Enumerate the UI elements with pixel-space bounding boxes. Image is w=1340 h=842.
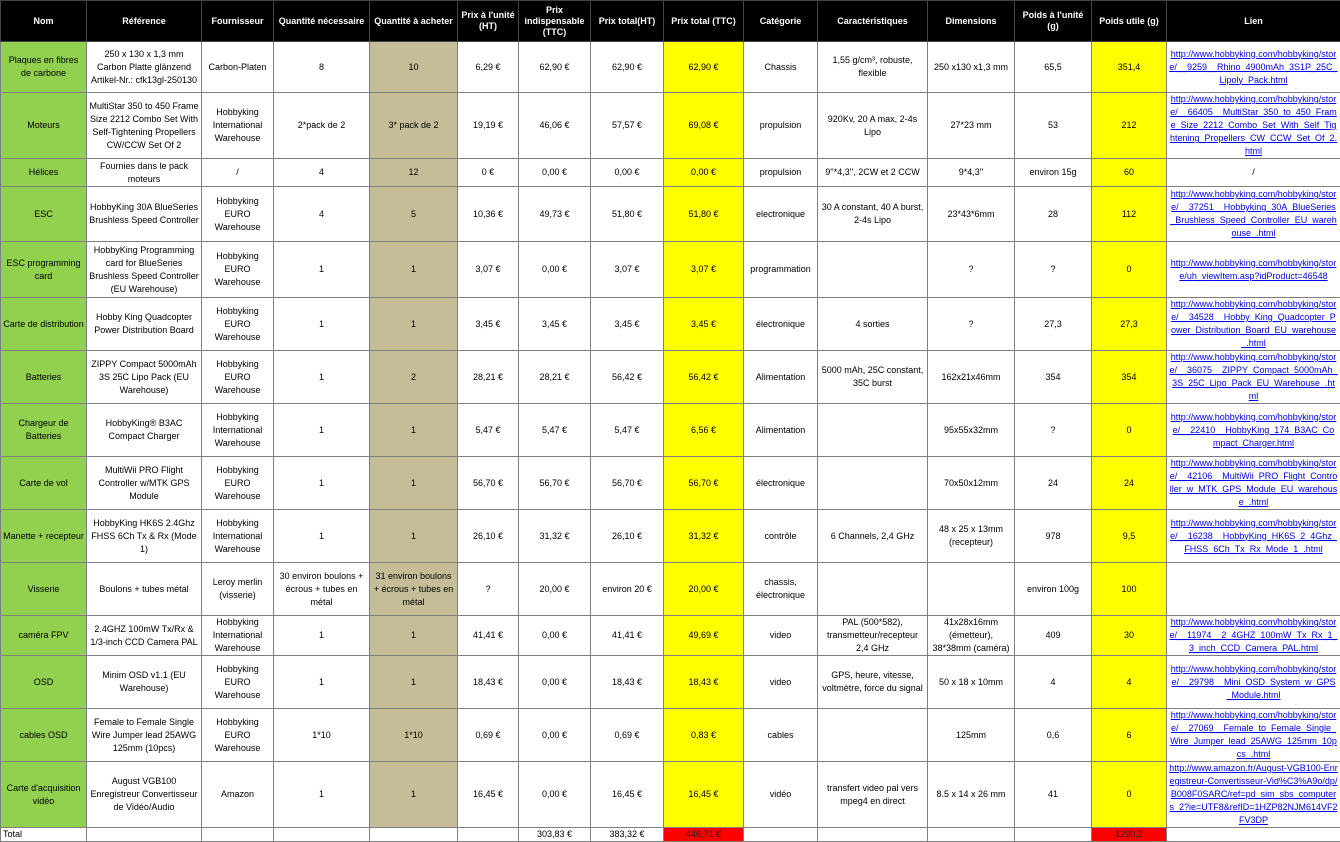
cell-prix-indispensable-ttc: 31,32 €: [519, 510, 591, 563]
cell-dimensions: 95x55x32mm: [928, 404, 1015, 457]
total-cell-reference: [87, 828, 202, 842]
cell-dimensions: 27*23 mm: [928, 93, 1015, 159]
cell-poids-unite: environ 100g: [1015, 563, 1092, 616]
column-header-fournisseur: Fournisseur: [202, 1, 274, 42]
cell-caracteristiques: 30 A constant, 40 A burst, 2-4s Lipo: [818, 187, 928, 242]
cell-reference: ZIPPY Compact 5000mAh 3S 25C Lipo Pack (EU Warehouse): [87, 351, 202, 404]
cell-nom: Carte d'acquisition vidéo: [1, 762, 87, 828]
cell-fournisseur: Hobbyking EURO Warehouse: [202, 457, 274, 510]
cell-poids-utile: 27,3: [1092, 298, 1167, 351]
cell-fournisseur: Hobbyking International Warehouse: [202, 510, 274, 563]
total-cell-prix-unite-ht: [458, 828, 519, 842]
cell-poids-utile: 0: [1092, 762, 1167, 828]
cell-poids-unite: 27,3: [1015, 298, 1092, 351]
product-link[interactable]: http://www.hobbyking.com/hobbyking/store/__16238__HobbyKing_HK6S_2_4Ghz_FHSS_6Ch_Tx_Rx_Mode_1_.html: [1170, 518, 1337, 554]
cell-poids-unite: ?: [1015, 404, 1092, 457]
cell-prix-total-ht: 56,70 €: [591, 457, 664, 510]
cell-prix-total-ttc: 31,32 €: [664, 510, 744, 563]
cell-poids-unite: ?: [1015, 242, 1092, 298]
cell-lien: [1167, 616, 1340, 656]
column-header-categorie: Catégorie: [744, 1, 818, 42]
cell-poids-utile: 30: [1092, 616, 1167, 656]
cell-nom: caméra FPV: [1, 616, 87, 656]
table-row: [1, 457, 1340, 510]
cell-prix-indispensable-ttc: 56,70 €: [519, 457, 591, 510]
cell-prix-unite-ht: 3,07 €: [458, 242, 519, 298]
cell-lien: [1167, 42, 1340, 93]
cell-nom: Chargeur de Batteries: [1, 404, 87, 457]
cell-quantite-a-acheter: 1: [370, 510, 458, 563]
cell-categorie: électronique: [744, 298, 818, 351]
cell-poids-unite: 24: [1015, 457, 1092, 510]
cell-reference: Female to Female Single Wire Jumper lead 25AWG 125mm (10pcs): [87, 709, 202, 762]
cell-fournisseur: Leroy merlin (visserie): [202, 563, 274, 616]
cell-reference: HobbyKing HK6S 2.4Ghz FHSS 6Ch Tx & Rx (Mode 1): [87, 510, 202, 563]
cell-quantite-necessaire: 1: [274, 242, 370, 298]
cell-lien: [1167, 457, 1340, 510]
cell-fournisseur: /: [202, 159, 274, 187]
cell-prix-total-ht: 18,43 €: [591, 656, 664, 709]
cell-quantite-necessaire: 4: [274, 159, 370, 187]
cell-reference: Hobby King Quadcopter Power Distribution Board: [87, 298, 202, 351]
cell-reference: MultiStar 350 to 450 Frame Size 2212 Combo Set With Self-Tightening Propellers CW/CCW Set Of 2: [87, 93, 202, 159]
column-header-poids-unite: Poids à l'unité (g): [1015, 1, 1092, 42]
cell-prix-total-ht: environ 20 €: [591, 563, 664, 616]
cell-prix-total-ttc: 3,45 €: [664, 298, 744, 351]
table-row: [1, 42, 1340, 93]
cell-poids-utile: 60: [1092, 159, 1167, 187]
cell-caracteristiques: [818, 457, 928, 510]
cell-nom: Moteurs: [1, 93, 87, 159]
cell-reference: Boulons + tubes métal: [87, 563, 202, 616]
cell-reference: MultiWii PRO Flight Controller w/MTK GPS Module: [87, 457, 202, 510]
cell-lien: [1167, 563, 1340, 616]
cell-reference: Minim OSD v1.1 (EU Warehouse): [87, 656, 202, 709]
cell-prix-total-ttc: 49,69 €: [664, 616, 744, 656]
column-header-reference: Référence: [87, 1, 202, 42]
cell-fournisseur: Hobbyking EURO Warehouse: [202, 656, 274, 709]
cell-fournisseur: Hobbyking International Warehouse: [202, 404, 274, 457]
cell-lien: [1167, 187, 1340, 242]
total-cell-prix-total-ttc: 446,71 €: [664, 828, 744, 842]
product-link[interactable]: http://www.hobbyking.com/hobbyking/store/__34528__Hobby_King_Quadcopter_Power_Distribution_Board_EU_warehouse_.html: [1171, 299, 1337, 348]
product-link[interactable]: http://www.hobbyking.com/hobbyking/store/__42106__MultiWii_PRO_Flight_Controller_w_MTK_GPS_Module_EU_warehouse_.html: [1170, 458, 1338, 507]
table-row: [1, 242, 1340, 298]
cell-nom: Carte de vol: [1, 457, 87, 510]
product-link[interactable]: http://www.amazon.fr/August-VGB100-Enregistreur-Convertisseur-Vid%C3%A9o/dp/B008F0SARC/ref=pd_sim_sbs_computers_2?ie=UTF8&refID=1HZP82NJM614VF2FV3DP: [1169, 763, 1338, 825]
cell-quantite-a-acheter: 1: [370, 762, 458, 828]
table-row: [1, 616, 1340, 656]
table-row: [1, 187, 1340, 242]
product-link[interactable]: http://www.hobbyking.com/hobbyking/store/__11974__2_4GHZ_100mW_Tx_Rx_1_3_inch_CCD_Camera_PAL.html: [1170, 617, 1338, 653]
cell-poids-utile: 0: [1092, 242, 1167, 298]
cell-prix-indispensable-ttc: 62,90 €: [519, 42, 591, 93]
cell-poids-unite: 53: [1015, 93, 1092, 159]
table-row: [1, 93, 1340, 159]
cell-nom: Manette + recepteur: [1, 510, 87, 563]
cell-prix-indispensable-ttc: 0,00 €: [519, 159, 591, 187]
cell-prix-indispensable-ttc: 49,73 €: [519, 187, 591, 242]
cell-dimensions: 8.5 x 14 x 26 mm: [928, 762, 1015, 828]
cell-categorie: propulsion: [744, 93, 818, 159]
table-row: [1, 563, 1340, 616]
cell-prix-unite-ht: 0 €: [458, 159, 519, 187]
cell-reference: HobbyKing® B3AC Compact Charger: [87, 404, 202, 457]
cell-quantite-necessaire: 2*pack de 2: [274, 93, 370, 159]
total-cell-poids-unite: [1015, 828, 1092, 842]
cell-categorie: Chassis: [744, 42, 818, 93]
cell-quantite-a-acheter: 1: [370, 457, 458, 510]
cell-caracteristiques: 5000 mAh, 25C constant, 35C burst: [818, 351, 928, 404]
header-row: [1, 1, 1340, 42]
cell-categorie: video: [744, 616, 818, 656]
table-row: [1, 298, 1340, 351]
cell-quantite-necessaire: 1: [274, 510, 370, 563]
cell-prix-total-ht: 62,90 €: [591, 42, 664, 93]
column-header-lien: Lien: [1167, 1, 1340, 42]
cell-quantite-necessaire: 1: [274, 404, 370, 457]
product-link[interactable]: http://www.hobbyking.com/hobbyking/store/__29798__Mini_OSD_System_w_GPS_Module.html: [1171, 664, 1337, 700]
cell-prix-total-ttc: 0,00 €: [664, 159, 744, 187]
cell-quantite-necessaire: 1*10: [274, 709, 370, 762]
cell-prix-indispensable-ttc: 0,00 €: [519, 762, 591, 828]
cell-fournisseur: Hobbyking International Warehouse: [202, 616, 274, 656]
cell-caracteristiques: 920Kv, 20 A max, 2-4s Lipo: [818, 93, 928, 159]
cell-dimensions: 70x50x12mm: [928, 457, 1015, 510]
cell-quantite-a-acheter: 1: [370, 242, 458, 298]
cell-categorie: électronique: [744, 457, 818, 510]
cell-prix-total-ttc: 56,42 €: [664, 351, 744, 404]
table-row: [1, 709, 1340, 762]
cell-nom: Carte de distribution: [1, 298, 87, 351]
column-header-quantite-necessaire: Quantité nécessaire: [274, 1, 370, 42]
cell-prix-total-ht: 56,42 €: [591, 351, 664, 404]
cell-prix-total-ttc: 62,90 €: [664, 42, 744, 93]
cell-quantite-a-acheter: 1: [370, 404, 458, 457]
cell-lien: [1167, 93, 1340, 159]
cell-lien: [1167, 656, 1340, 709]
cell-quantite-necessaire: 1: [274, 762, 370, 828]
cell-quantite-a-acheter: 10: [370, 42, 458, 93]
column-header-dimensions: Dimensions: [928, 1, 1015, 42]
cell-prix-unite-ht: 19,19 €: [458, 93, 519, 159]
cell-lien: [1167, 404, 1340, 457]
cell-prix-unite-ht: 10,36 €: [458, 187, 519, 242]
cell-categorie: video: [744, 656, 818, 709]
cell-prix-unite-ht: 41,41 €: [458, 616, 519, 656]
cell-reference: HobbyKing 30A BlueSeries Brushless Speed Controller: [87, 187, 202, 242]
cell-poids-utile: 100: [1092, 563, 1167, 616]
column-header-poids-utile: Poids utile (g): [1092, 1, 1167, 42]
cell-nom: OSD: [1, 656, 87, 709]
cell-prix-total-ttc: 69,08 €: [664, 93, 744, 159]
cell-poids-unite: 4: [1015, 656, 1092, 709]
cell-poids-unite: 65,5: [1015, 42, 1092, 93]
cell-dimensions: 162x21x46mm: [928, 351, 1015, 404]
table-body: [1, 42, 1340, 842]
cell-dimensions: ?: [928, 242, 1015, 298]
cell-poids-unite: 354: [1015, 351, 1092, 404]
column-header-prix-indispensable-ttc: Prix indispensable (TTC): [519, 1, 591, 42]
cell-dimensions: 50 x 18 x 10mm: [928, 656, 1015, 709]
cell-prix-total-ttc: 51,80 €: [664, 187, 744, 242]
cell-fournisseur: Carbon-Platen: [202, 42, 274, 93]
total-cell-fournisseur: [202, 828, 274, 842]
cell-fournisseur: Hobbyking EURO Warehouse: [202, 298, 274, 351]
total-cell-caracteristiques: [818, 828, 928, 842]
cell-caracteristiques: [818, 709, 928, 762]
cell-lien: [1167, 709, 1340, 762]
cell-prix-total-ttc: 56,70 €: [664, 457, 744, 510]
cell-dimensions: 125mm: [928, 709, 1015, 762]
cell-prix-total-ttc: 3,07 €: [664, 242, 744, 298]
cell-quantite-a-acheter: 1: [370, 298, 458, 351]
cell-quantite-necessaire: 4: [274, 187, 370, 242]
cell-quantite-a-acheter: 1: [370, 616, 458, 656]
cell-caracteristiques: transfert video pal vers mpeg4 en direct: [818, 762, 928, 828]
cell-prix-total-ht: 51,80 €: [591, 187, 664, 242]
total-cell-categorie: [744, 828, 818, 842]
total-cell-lien: [1167, 828, 1340, 842]
cell-prix-total-ht: 16,45 €: [591, 762, 664, 828]
cell-quantite-a-acheter: 3* pack de 2: [370, 93, 458, 159]
cell-dimensions: 41x28x16mm (émetteur), 38*38mm (caméra): [928, 616, 1015, 656]
cell-poids-utile: 351,4: [1092, 42, 1167, 93]
cell-dimensions: 250 x130 x1,3 mm: [928, 42, 1015, 93]
cell-categorie: vidéo: [744, 762, 818, 828]
cell-poids-unite: 28: [1015, 187, 1092, 242]
cell-quantite-necessaire: 8: [274, 42, 370, 93]
table-row: [1, 510, 1340, 563]
cell-prix-unite-ht: 18,43 €: [458, 656, 519, 709]
cell-lien: [1167, 298, 1340, 351]
cell-categorie: chassis, électronique: [744, 563, 818, 616]
cell-prix-indispensable-ttc: 3,45 €: [519, 298, 591, 351]
cell-prix-total-ttc: 20,00 €: [664, 563, 744, 616]
cell-caracteristiques: 6 Channels, 2,4 GHz: [818, 510, 928, 563]
cell-prix-indispensable-ttc: 0,00 €: [519, 242, 591, 298]
cell-prix-unite-ht: 0,69 €: [458, 709, 519, 762]
product-link[interactable]: http://www.hobbyking.com/hobbyking/store/__22410__HobbyKing_174_B3AC_Compact_Charger.html: [1171, 412, 1337, 448]
cell-fournisseur: Hobbyking EURO Warehouse: [202, 709, 274, 762]
cell-caracteristiques: GPS, heure, vitesse, voltmètre, force du signal: [818, 656, 928, 709]
table-row: [1, 351, 1340, 404]
cell-prix-unite-ht: 6,29 €: [458, 42, 519, 93]
cell-categorie: programmation: [744, 242, 818, 298]
cell-prix-total-ht: 41,41 €: [591, 616, 664, 656]
cell-prix-indispensable-ttc: 20,00 €: [519, 563, 591, 616]
cell-poids-utile: 354: [1092, 351, 1167, 404]
cell-quantite-a-acheter: 31 environ boulons + écrous + tubes en métal: [370, 563, 458, 616]
product-link[interactable]: http://www.hobbyking.com/hobbyking/store/__37251__Hobbyking_30A_BlueSeries_Brushless_Speed_Controller_EU_warehouse_.html: [1170, 189, 1337, 238]
cell-categorie: propulsion: [744, 159, 818, 187]
cell-lien: /: [1167, 159, 1340, 187]
cell-reference: Fournies dans le pack moteurs: [87, 159, 202, 187]
cell-prix-total-ht: 57,57 €: [591, 93, 664, 159]
cell-poids-utile: 112: [1092, 187, 1167, 242]
cell-nom: Visserie: [1, 563, 87, 616]
cell-caracteristiques: PAL (500*582), transmetteur/recepteur 2,4 GHz: [818, 616, 928, 656]
cell-caracteristiques: 9''*4,3'', 2CW et 2 CCW: [818, 159, 928, 187]
cell-prix-indispensable-ttc: 28,21 €: [519, 351, 591, 404]
cell-prix-total-ttc: 16,45 €: [664, 762, 744, 828]
cell-nom: Batteries: [1, 351, 87, 404]
cell-poids-utile: 212: [1092, 93, 1167, 159]
cell-prix-total-ht: 5,47 €: [591, 404, 664, 457]
cell-nom: Plaques en fibres de carbone: [1, 42, 87, 93]
cell-categorie: cables: [744, 709, 818, 762]
product-link[interactable]: http://www.hobbyking.com/hobbyking/store/__66405__MultiStar_350_to_450_Frame_Size_2212_Combo_Set_With_Self_Tightening_Propellers_CW_CCW_Set_Of_2.html: [1170, 94, 1337, 156]
cell-prix-total-ht: 3,07 €: [591, 242, 664, 298]
cell-dimensions: ?: [928, 298, 1015, 351]
total-cell-dimensions: [928, 828, 1015, 842]
cell-prix-indispensable-ttc: 5,47 €: [519, 404, 591, 457]
column-header-prix-total-ttc: Prix total (TTC): [664, 1, 744, 42]
cell-quantite-a-acheter: 5: [370, 187, 458, 242]
cell-fournisseur: Hobbyking EURO Warehouse: [202, 351, 274, 404]
cell-quantite-necessaire: 1: [274, 616, 370, 656]
cell-quantite-a-acheter: 12: [370, 159, 458, 187]
cell-poids-unite: 409: [1015, 616, 1092, 656]
cell-quantite-necessaire: 1: [274, 351, 370, 404]
cell-categorie: Alimentation: [744, 351, 818, 404]
cell-prix-indispensable-ttc: 0,00 €: [519, 616, 591, 656]
cell-quantite-a-acheter: 2: [370, 351, 458, 404]
cell-categorie: electronique: [744, 187, 818, 242]
column-header-nom: Nom: [1, 1, 87, 42]
total-cell-quantite-a-acheter: [370, 828, 458, 842]
cell-fournisseur: Hobbyking EURO Warehouse: [202, 242, 274, 298]
cell-caracteristiques: [818, 242, 928, 298]
cell-prix-total-ht: 26,10 €: [591, 510, 664, 563]
cell-caracteristiques: 1,55 g/cm³, robuste, flexible: [818, 42, 928, 93]
cell-prix-unite-ht: 26,10 €: [458, 510, 519, 563]
cell-categorie: contrôle: [744, 510, 818, 563]
table-row: [1, 404, 1340, 457]
total-cell-poids-utile: 1290,2: [1092, 828, 1167, 842]
cell-fournisseur: Amazon: [202, 762, 274, 828]
cell-lien: [1167, 242, 1340, 298]
table-row: [1, 762, 1340, 828]
cell-nom: cables OSD: [1, 709, 87, 762]
table-row: [1, 159, 1340, 187]
cell-prix-unite-ht: 56,70 €: [458, 457, 519, 510]
cell-prix-total-ttc: 0,83 €: [664, 709, 744, 762]
total-cell-prix-total-ht: 383,32 €: [591, 828, 664, 842]
column-header-caracteristiques: Caractéristiques: [818, 1, 928, 42]
cell-prix-total-ht: 3,45 €: [591, 298, 664, 351]
product-link[interactable]: http://www.hobbyking.com/hobbyking/store/__27069__Female_to_Female_Single_Wire_Jumper_lead_25AWG_125mm_10pcs_.html: [1170, 710, 1337, 759]
cell-nom: Hélices: [1, 159, 87, 187]
cell-poids-unite: environ 15g: [1015, 159, 1092, 187]
cell-prix-unite-ht: 3,45 €: [458, 298, 519, 351]
cell-nom: ESC: [1, 187, 87, 242]
cell-poids-unite: 978: [1015, 510, 1092, 563]
cell-prix-unite-ht: ?: [458, 563, 519, 616]
cell-caracteristiques: [818, 404, 928, 457]
cell-prix-total-ttc: 18,43 €: [664, 656, 744, 709]
cell-caracteristiques: [818, 563, 928, 616]
cell-poids-utile: 6: [1092, 709, 1167, 762]
cell-quantite-necessaire: 1: [274, 298, 370, 351]
cell-fournisseur: Hobbyking International Warehouse: [202, 93, 274, 159]
cell-categorie: Alimentation: [744, 404, 818, 457]
cell-poids-unite: 41: [1015, 762, 1092, 828]
cell-prix-unite-ht: 5,47 €: [458, 404, 519, 457]
cell-quantite-a-acheter: 1: [370, 656, 458, 709]
cell-prix-unite-ht: 28,21 €: [458, 351, 519, 404]
total-row: [1, 828, 1340, 842]
cell-quantite-necessaire: 1: [274, 457, 370, 510]
cell-dimensions: 23*43*6mm: [928, 187, 1015, 242]
cell-poids-utile: 24: [1092, 457, 1167, 510]
cell-prix-indispensable-ttc: 0,00 €: [519, 656, 591, 709]
cell-dimensions: 9*4,3'': [928, 159, 1015, 187]
cell-reference: August VGB100 Enregistreur Convertisseur de Vidéo/Audio: [87, 762, 202, 828]
cell-reference: HobbyKing Programming card for BlueSeries Brushless Speed Controller (EU Warehouse): [87, 242, 202, 298]
cell-quantite-a-acheter: 1*10: [370, 709, 458, 762]
total-cell-nom: Total: [1, 828, 87, 842]
column-header-prix-unite-ht: Prix à l'unité (HT): [458, 1, 519, 42]
cell-lien: [1167, 762, 1340, 828]
cell-nom: ESC programming card: [1, 242, 87, 298]
cell-lien: [1167, 510, 1340, 563]
cell-poids-utile: 9,5: [1092, 510, 1167, 563]
total-cell-quantite-necessaire: [274, 828, 370, 842]
cell-prix-total-ht: 0,00 €: [591, 159, 664, 187]
column-header-prix-total-ht: Prix total(HT): [591, 1, 664, 42]
total-cell-prix-indispensable-ttc: 303,83 €: [519, 828, 591, 842]
cell-dimensions: 48 x 25 x 13mm (recepteur): [928, 510, 1015, 563]
cell-prix-indispensable-ttc: 46,06 €: [519, 93, 591, 159]
cell-poids-utile: 4: [1092, 656, 1167, 709]
table-row: [1, 656, 1340, 709]
cell-caracteristiques: 4 sorties: [818, 298, 928, 351]
column-header-quantite-a-acheter: Quantité à acheter: [370, 1, 458, 42]
cell-quantite-necessaire: 1: [274, 656, 370, 709]
cell-prix-total-ht: 0,69 €: [591, 709, 664, 762]
cell-poids-utile: 0: [1092, 404, 1167, 457]
product-link[interactable]: http://www.hobbyking.com/hobbyking/store/__9259__Rhino_4900mAh_3S1P_25C_Lipoly_Pack.html: [1169, 49, 1337, 85]
cell-fournisseur: Hobbyking EURO Warehouse: [202, 187, 274, 242]
cell-quantite-necessaire: 30 environ boulons + écrous + tubes en métal: [274, 563, 370, 616]
cell-lien: [1167, 351, 1340, 404]
cell-prix-unite-ht: 16,45 €: [458, 762, 519, 828]
cell-prix-indispensable-ttc: 0,00 €: [519, 709, 591, 762]
cell-poids-unite: 0,6: [1015, 709, 1092, 762]
product-link[interactable]: http://www.hobbyking.com/hobbyking/store/__36075__ZIPPY_Compact_5000mAh_3S_25C_Lipo_Pack_EU_Warehouse_.html: [1169, 352, 1337, 401]
cell-prix-total-ttc: 6,56 €: [664, 404, 744, 457]
cell-reference: 2.4GHZ 100mW Tx/Rx & 1/3-inch CCD Camera PAL: [87, 616, 202, 656]
cell-dimensions: [928, 563, 1015, 616]
cell-reference: 250 x 130 x 1,3 mm Carbon Platte glänzend Artikel-Nr.: cfk13gl-250130: [87, 42, 202, 93]
product-link[interactable]: http://www.hobbyking.com/hobbyking/store/uh_viewItem.asp?idProduct=46548: [1171, 258, 1337, 281]
